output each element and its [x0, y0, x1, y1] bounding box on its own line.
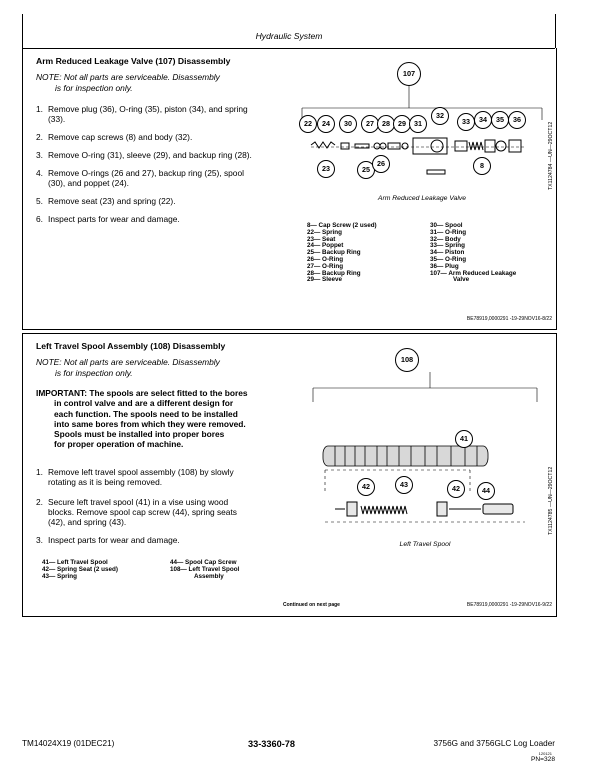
step-text: Remove left travel spool assembly (108) by slowly [48, 467, 234, 477]
continued-note: Continued on next page [283, 602, 340, 608]
callout-42b: 42 [447, 480, 465, 498]
step-number: 2. [36, 132, 43, 142]
legend-item: 42— Spring Seat (2 used) [42, 565, 118, 573]
important-line: each function. The spools need to be installed [54, 408, 238, 419]
step-text: Remove O-rings (26 and 27), backup ring (25), spool [48, 168, 244, 178]
callout-35: 35 [491, 111, 509, 129]
step-number: 1. [36, 104, 43, 114]
legend-item: Assembly [194, 572, 224, 580]
legend-item: 32— Body [430, 235, 461, 243]
step-text: Inspect parts for wear and damage. [48, 535, 180, 545]
step-text-cont: rotating as it is being removed. [48, 477, 163, 487]
callout-44: 44 [477, 482, 495, 500]
footer-tiny-code: 120121 [538, 751, 552, 756]
callout-42: 42 [357, 478, 375, 496]
callout-31: 31 [409, 115, 427, 133]
section1-note-line1: NOTE: Not all parts are serviceable. Disassembly [36, 72, 220, 82]
callout-25: 25 [357, 161, 375, 179]
section1-ref: BE78919,0000291 -19-29NOV16-8/22 [466, 316, 552, 322]
footer-pn: PN=328 [530, 756, 555, 763]
callout-8: 8 [473, 157, 491, 175]
section2-legend-right [170, 560, 239, 580]
legend-item: 36— Plug [430, 262, 459, 270]
callout-29: 29 [393, 115, 411, 133]
figure-arm-reduced-leakage-valve [297, 60, 547, 185]
step-text-cont: (42), and spring (43). [48, 517, 127, 527]
step-text: Remove seat (23) and spring (22). [48, 196, 176, 206]
spool-illustration [305, 342, 545, 534]
legend-item: 30— Spool [430, 222, 463, 229]
legend-item: 24— Poppet [307, 242, 344, 250]
callout-23: 23 [317, 160, 335, 178]
section2-ref: BE78919,0000291 -19-29NOV16-9/22 [466, 602, 552, 608]
legend-item: 29— Sleeve [307, 276, 343, 284]
callout-33: 33 [457, 113, 475, 131]
callout-41: 41 [455, 430, 473, 448]
section1-note-line2: is for inspection only. [55, 83, 133, 93]
legend-item: 35— O-Ring [430, 255, 467, 263]
header-right-rule [555, 14, 556, 48]
header-left-rule [22, 14, 23, 48]
callout-26: 26 [372, 155, 390, 173]
legend-item: 41— Left Travel Spool [42, 559, 108, 566]
legend-item: 107— Arm Reduced Leakage [430, 269, 517, 277]
callout-24: 24 [317, 115, 335, 133]
section2-note-line2: is for inspection only. [55, 368, 133, 378]
section1-title: Arm Reduced Leakage Valve (107) Disassembly [36, 56, 231, 66]
legend-item: Valve [453, 276, 470, 284]
step-text: Remove cap screws (8) and body (32). [48, 132, 193, 142]
header-title: Hydraulic System [255, 31, 323, 41]
legend-item: 8— Cap Screw (2 used) [307, 222, 377, 229]
figure-left-travel-spool [305, 342, 545, 534]
callout-34: 34 [474, 111, 492, 129]
step-number: 5. [36, 196, 43, 206]
legend-item: 43— Spring [42, 572, 77, 580]
important-block [36, 388, 291, 450]
callout-28: 28 [377, 115, 395, 133]
legend-item: 108— Left Travel Spool [170, 565, 240, 573]
section2-note-line1: NOTE: Not all parts are serviceable. Disassembly [36, 357, 220, 367]
footer-page-number: 33-3360-78 [248, 739, 295, 749]
step-number: 1. [36, 467, 43, 477]
section1-legend-right [430, 223, 516, 284]
callout-108: 108 [395, 348, 419, 372]
legend-item: 44— Spool Cap Screw [170, 559, 237, 566]
section2-title: Left Travel Spool Assembly (108) Disassembly [36, 341, 226, 351]
callout-22: 22 [299, 115, 317, 133]
step-text: Inspect parts for wear and damage. [48, 214, 180, 224]
step-number: 3. [36, 535, 43, 545]
legend-item: 31— O-Ring [430, 228, 467, 236]
legend-item: 34— Piston [430, 249, 465, 257]
step-text: Remove plug (36), O-ring (35), piston (34), and spring [48, 104, 248, 114]
step-text: Secure left travel spool (41) in a vise using wood [48, 497, 229, 507]
legend-item: 33— Spring [430, 242, 465, 250]
legend-item: 27— O-Ring [307, 262, 344, 270]
important-line: IMPORTANT: The spools are select fitted to the bores [36, 388, 248, 398]
important-line: in control valve and are a different design for [54, 398, 234, 409]
footer-manual-id: TM14024X19 (01DEC21) [22, 739, 115, 748]
figure2-caption: Left Travel Spool [399, 541, 451, 548]
step-text-cont: (30), and poppet (24). [48, 178, 130, 188]
legend-item: 26— O-Ring [307, 255, 344, 263]
step-number: 6. [36, 214, 43, 224]
legend-item: 23— Seat [307, 235, 336, 243]
step-text-cont: blocks. Remove spool cap screw (44), spring seats [48, 507, 237, 517]
callout-43: 43 [395, 476, 413, 494]
figure2-id: TX1124785 —UN—29OCT12 [548, 466, 554, 535]
step-text-cont: (33). [48, 114, 66, 124]
step-number: 4. [36, 168, 43, 178]
important-line: into same bores from which they were removed. [54, 418, 246, 429]
figure1-caption: Arm Reduced Leakage Valve [377, 195, 467, 202]
section2-legend-left [42, 560, 118, 580]
important-line: Spools must be installed into proper bores [54, 429, 225, 440]
callout-36: 36 [508, 111, 526, 129]
footer-model: 3756G and 3756GLC Log Loader [433, 739, 555, 748]
important-line: for proper operation of machine. [54, 439, 184, 450]
callout-30: 30 [339, 115, 357, 133]
callout-107: 107 [397, 62, 421, 86]
legend-item: 22— Spring [307, 228, 342, 236]
legend-item: 25— Backup Ring [307, 249, 361, 257]
figure1-id: TX1124784 —UN—29OCT12 [548, 121, 554, 190]
callout-27: 27 [361, 115, 379, 133]
step-number: 3. [36, 150, 43, 160]
callout-32: 32 [431, 107, 449, 125]
section1-legend-left [307, 223, 377, 284]
step-text: Remove O-ring (31), sleeve (29), and backup ring (28). [48, 150, 252, 160]
page-header [0, 26, 578, 44]
step-number: 2. [36, 497, 43, 507]
legend-item: 28— Backup Ring [307, 269, 361, 277]
